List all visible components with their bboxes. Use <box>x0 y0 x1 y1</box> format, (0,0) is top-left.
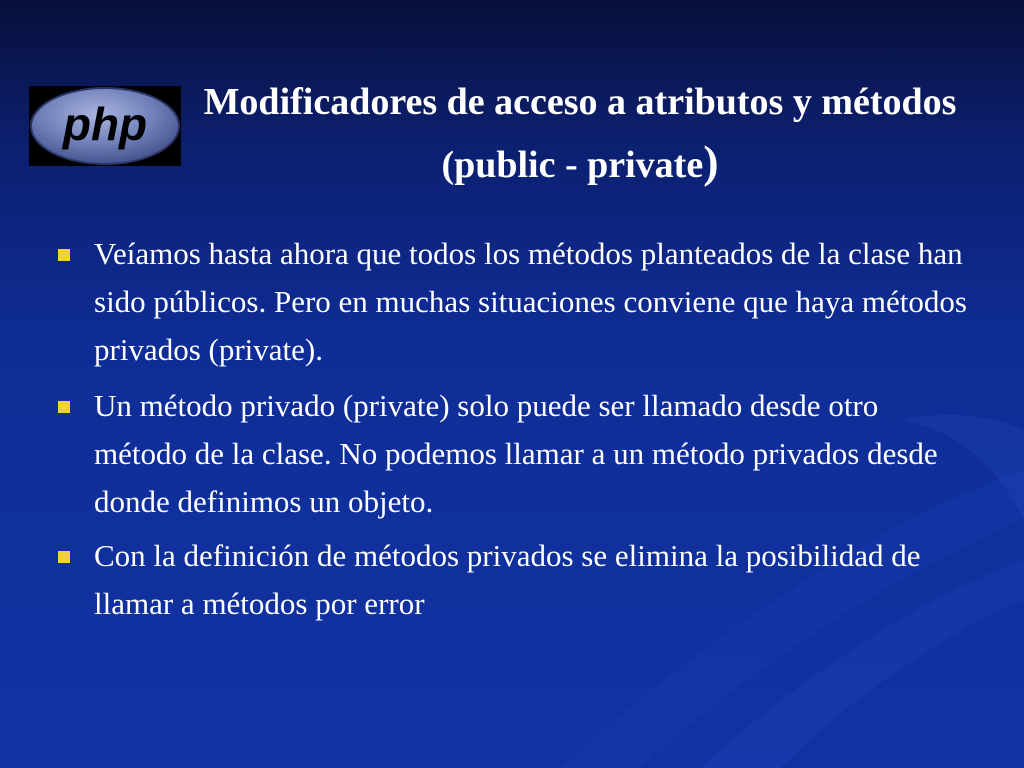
bullet-item <box>58 230 968 374</box>
php-logo-text: php <box>62 98 148 150</box>
bullet-square-icon <box>58 401 70 413</box>
bullet-square-icon <box>58 249 70 261</box>
bullet-text: Veíamos hasta ahora que todos los métodos planteados de la clase han sido públicos. Pero en muchas situaciones conviene que haya métodos privados (private). <box>94 236 967 367</box>
bullet-list <box>58 230 968 636</box>
slide-title-text: Modificadores de acceso a atributos y métodos (public - private <box>203 81 957 186</box>
bullet-item <box>58 382 968 526</box>
bullet-item <box>58 532 968 628</box>
bullet-text: Con la definición de métodos privados se elimina la posibilidad de llamar a métodos por error <box>94 538 921 621</box>
bullet-square-icon <box>58 551 70 563</box>
slide-title-closing-paren: ) <box>703 136 719 187</box>
slide-title <box>190 72 970 195</box>
bullet-text: Un método privado (private) solo puede ser llamado desde otro método de la clase. No podemos llamar a un método privados desde donde definimos un objeto. <box>94 388 938 519</box>
php-logo <box>29 86 181 166</box>
